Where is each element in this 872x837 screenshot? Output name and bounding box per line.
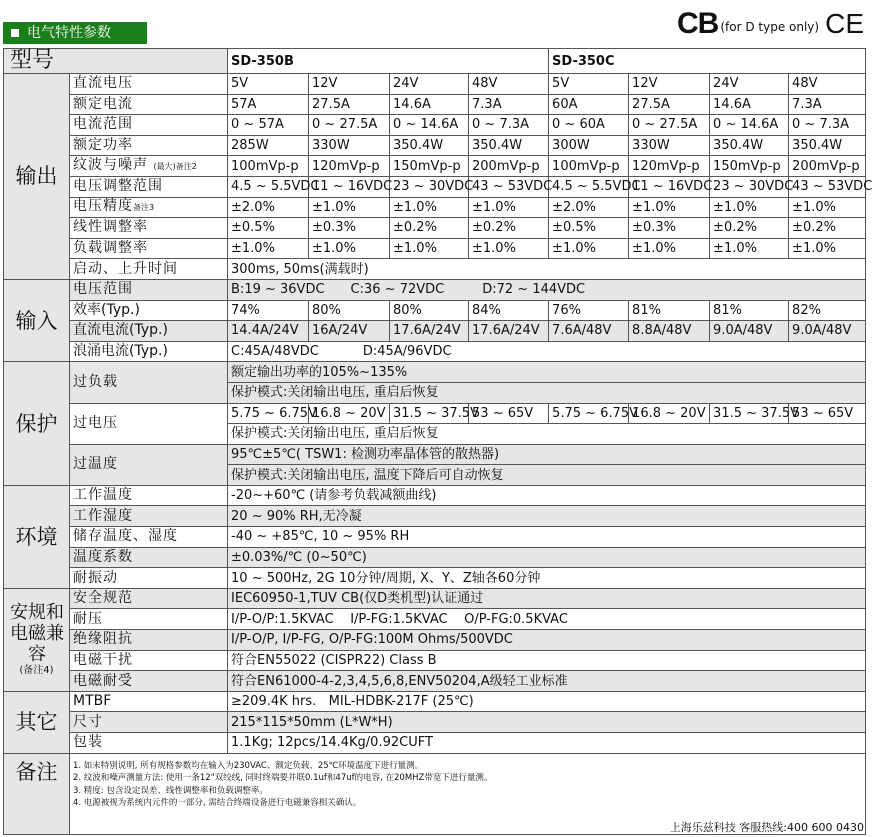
model-c: SD-350C: [549, 49, 866, 74]
cell: ±0.2%: [789, 218, 866, 239]
cell: ±1.0%: [789, 197, 866, 218]
cell-d: D:45A/96VDC: [362, 344, 452, 360]
spec-table: [3, 48, 872, 835]
cell: 16.8 ~ 20V: [309, 403, 390, 424]
row-label: 电磁耐受: [70, 671, 228, 692]
cell: 48V: [789, 74, 866, 95]
table-row: [4, 485, 866, 506]
table-row: [4, 135, 866, 156]
cb-mark: CB: [677, 7, 719, 40]
table-row: [4, 444, 866, 465]
cell: 8.8A/48V: [629, 321, 710, 342]
cell: 57A: [228, 94, 309, 115]
table-row: [4, 259, 866, 280]
cell: 23 ~ 30VDC: [710, 176, 789, 197]
cell: 350.4W: [789, 135, 866, 156]
table-row: [4, 733, 866, 754]
cell: ±1.0%: [469, 197, 549, 218]
row-label: 工作湿度: [70, 506, 228, 527]
ce-mark: CE: [825, 8, 864, 39]
cell: 17.6A/24V: [469, 321, 549, 342]
cell: 11 ~ 16VDC: [629, 176, 710, 197]
table-row: [4, 94, 866, 115]
cell: 350.4W: [710, 135, 789, 156]
note-4: 4. 电源被视为系统内元件的一部分, 需结合终端设备进行电磁兼容相关确认。: [73, 798, 362, 809]
cell: ±2.0%: [549, 197, 629, 218]
table-row: [4, 218, 866, 239]
table-row: [4, 588, 866, 609]
cb-note: (for D type only): [720, 20, 820, 34]
section-safety-title: 安规和电磁兼容: [10, 602, 64, 666]
cell: IEC60950-1,TUV CB(仅D类机型)认证通过: [228, 588, 866, 609]
row-label: [70, 197, 228, 218]
table-row: [4, 671, 866, 692]
cell: 额定输出功率的105%~135%: [228, 362, 866, 383]
cell: 23 ~ 30VDC: [390, 176, 469, 197]
cell: ±1.0%: [710, 238, 789, 259]
row-label: 额定电流: [70, 94, 228, 115]
cell: 0 ~ 60A: [549, 115, 629, 136]
model-label: 型号: [4, 49, 228, 74]
section-header: [3, 22, 147, 44]
cell: 48V: [469, 74, 549, 95]
row-label: 过负载: [70, 362, 228, 403]
cell: 0 ~ 27.5A: [629, 115, 710, 136]
section-environment: 环境: [4, 485, 70, 588]
cell: 4.5 ~ 5.5VDC: [228, 176, 309, 197]
table-row: [4, 115, 866, 136]
cell: ±2.0%: [228, 197, 309, 218]
row-label-text: 电压精度: [73, 198, 133, 215]
cell: ±1.0%: [228, 238, 309, 259]
cell: ±0.03%/℃ (0~50℃): [228, 547, 866, 568]
row-label: 线性调整率: [70, 218, 228, 239]
row-label: 浪涌电流(Typ.): [70, 341, 228, 362]
cell: ±0.3%: [629, 218, 710, 239]
cell: ±0.2%: [390, 218, 469, 239]
cell: 14.6A: [710, 94, 789, 115]
cell: 300W: [549, 135, 629, 156]
cell: I/P-O/P, I/P-FG, O/P-FG:100M Ohms/500VDC: [228, 630, 866, 651]
cell: 95℃±5℃( TSW1: 检测功率晶体管的散热器): [228, 444, 866, 465]
row-label: 绝缘阻抗: [70, 630, 228, 651]
table-row: [4, 609, 866, 630]
cell: 保护模式:关闭输出电压, 重启后恢复: [228, 424, 866, 445]
cell: 215*115*50mm (L*W*H): [228, 712, 866, 733]
cell: 符合EN61000-4-2,3,4,5,6,8,ENV50204,A级轻工业标准: [228, 671, 866, 692]
cell: 0 ~ 14.6A: [390, 115, 469, 136]
cell-b: B:19 ~ 36VDC: [231, 282, 325, 298]
table-row: [4, 547, 866, 568]
cell: 0 ~ 7.3A: [469, 115, 549, 136]
cell: 120mVp-p: [629, 156, 710, 177]
row-label: 安全规范: [70, 588, 228, 609]
cell: ±1.0%: [710, 197, 789, 218]
table-row: [4, 630, 866, 651]
row-label: 负载调整率: [70, 238, 228, 259]
note-2: 2. 纹波和噪声测量方法: 使用一条12"双绞线, 同时终端要并联0.1uf和47uf的电容, 在20MHZ带宽下进行量测。: [73, 773, 493, 784]
table-row: [4, 712, 866, 733]
cell: 53 ~ 65V: [469, 403, 549, 424]
cell: 82%: [789, 300, 866, 321]
model-row: [4, 49, 866, 74]
cell: 14.6A: [390, 94, 469, 115]
cell: ≥209.4K hrs. MIL-HDBK-217F (25℃): [228, 691, 866, 712]
cell: 5.75 ~ 6.75V: [228, 403, 309, 424]
row-label: 工作温度: [70, 485, 228, 506]
cell: ±1.0%: [309, 238, 390, 259]
cell: ±1.0%: [390, 238, 469, 259]
row-label: 包装: [70, 733, 228, 754]
row-label: 启动、上升时间: [70, 259, 228, 280]
cell: 285W: [228, 135, 309, 156]
cell: [228, 341, 866, 362]
cell: 200mVp-p: [789, 156, 866, 177]
cell: 7.6A/48V: [549, 321, 629, 342]
model-a: SD-350B: [228, 49, 549, 74]
row-label: 过温度: [70, 444, 228, 485]
cell: 11 ~ 16VDC: [309, 176, 390, 197]
row-label: 耐压: [70, 609, 228, 630]
table-row: [4, 362, 866, 383]
cell: 14.4A/24V: [228, 321, 309, 342]
cell: 符合EN55022 (CISPR22) Class B: [228, 650, 866, 671]
cell: ±1.0%: [309, 197, 390, 218]
section-protection: 保护: [4, 362, 70, 486]
row-label: 电压范围: [70, 279, 228, 300]
cell: 200mVp-p: [469, 156, 549, 177]
cell: 80%: [309, 300, 390, 321]
cell: ±0.2%: [469, 218, 549, 239]
cell: 7.3A: [789, 94, 866, 115]
cell: ±1.0%: [629, 238, 710, 259]
row-label: 电流范围: [70, 115, 228, 136]
cell: 76%: [549, 300, 629, 321]
cell: ±0.5%: [549, 218, 629, 239]
cell: 0 ~ 7.3A: [789, 115, 866, 136]
cell: 31.5 ~ 37.5V: [390, 403, 469, 424]
cell: 27.5A: [309, 94, 390, 115]
table-row: [4, 238, 866, 259]
section-input: 输入: [4, 279, 70, 361]
cell: 150mVp-p: [710, 156, 789, 177]
cell: 80%: [390, 300, 469, 321]
table-row: [4, 691, 866, 712]
table-row: [4, 527, 866, 548]
note-1: 1. 如未特别说明, 所有规格参数均在输入为230VAC、额定负载、25℃环境温度下进行量测。: [73, 760, 424, 771]
cell: 4.5 ~ 5.5VDC: [549, 176, 629, 197]
row-label: 温度系数: [70, 547, 228, 568]
cell: ±0.5%: [228, 218, 309, 239]
row-label-text: 纹波与噪声: [73, 157, 148, 174]
table-row: [4, 341, 866, 362]
cell-c: C:36 ~ 72VDC: [350, 282, 445, 298]
cell-d: D:72 ~ 144VDC: [482, 282, 586, 298]
table-row: [4, 321, 866, 342]
cell: 5V: [228, 74, 309, 95]
table-row: [4, 197, 866, 218]
cell: 150mVp-p: [390, 156, 469, 177]
section-others: 其它: [4, 691, 70, 753]
cell: ±1.0%: [469, 238, 549, 259]
cell: 330W: [629, 135, 710, 156]
cell: [228, 279, 866, 300]
cell: 17.6A/24V: [390, 321, 469, 342]
cell: 27.5A: [629, 94, 710, 115]
cell: 100mVp-p: [228, 156, 309, 177]
cell: 330W: [309, 135, 390, 156]
table-row: [4, 403, 866, 424]
cell: 81%: [710, 300, 789, 321]
table-row: [4, 650, 866, 671]
cell: 74%: [228, 300, 309, 321]
table-row: [4, 279, 866, 300]
table-row: [4, 74, 866, 95]
cell: 0 ~ 14.6A: [710, 115, 789, 136]
table-row: [4, 156, 866, 177]
cell: ±1.0%: [629, 197, 710, 218]
table-row: [4, 568, 866, 589]
cell: 1.1Kg; 12pcs/14.4Kg/0.92CUFT: [228, 733, 866, 754]
row-label-note: 备注3: [133, 203, 155, 213]
table-row: [4, 300, 866, 321]
cell: 9.0A/48V: [710, 321, 789, 342]
cell: 7.3A: [469, 94, 549, 115]
row-label-note: (最大)备注2: [153, 162, 197, 172]
cell: 43 ~ 53VDC: [789, 176, 866, 197]
cell: 9.0A/48V: [789, 321, 866, 342]
section-header-title: 电气特性参数: [27, 25, 111, 41]
row-label: MTBF: [70, 691, 228, 712]
row-label: 直流电流(Typ.): [70, 321, 228, 342]
table-row: [4, 506, 866, 527]
section-safety-note: (备注4): [19, 665, 54, 677]
cell: 0 ~ 57A: [228, 115, 309, 136]
row-label: 电磁干扰: [70, 650, 228, 671]
cell: 81%: [629, 300, 710, 321]
cell: 5.75 ~ 6.75V: [549, 403, 629, 424]
table-row: [4, 176, 866, 197]
section-safety: [4, 588, 70, 691]
cell: -20~+60℃ (请参考负载减额曲线): [228, 485, 866, 506]
certification-marks: [677, 6, 864, 42]
row-label: 电压调整范围: [70, 176, 228, 197]
cell: 10 ~ 500Hz, 2G 10分钟/周期, X、Y、Z轴各60分钟: [228, 568, 866, 589]
cell: 保护模式:关闭输出电压, 重启后恢复: [228, 382, 866, 403]
cell: 5V: [549, 74, 629, 95]
note-3: 3. 精度: 包含设定误差、线性调整率和负载调整率。: [73, 785, 268, 796]
cell-c: C:45A/48VDC: [231, 344, 319, 360]
cell: 20 ~ 90% RH,无冷凝: [228, 506, 866, 527]
cell: 保护模式:关闭输出电压, 温度下降后可自动恢复: [228, 465, 866, 486]
cell: ±1.0%: [549, 238, 629, 259]
cell: 0 ~ 27.5A: [309, 115, 390, 136]
cell: 53 ~ 65V: [789, 403, 866, 424]
cell: ±1.0%: [390, 197, 469, 218]
cell: ±1.0%: [789, 238, 866, 259]
cell: 43 ~ 53VDC: [469, 176, 549, 197]
cell: 300ms, 50ms(满载时): [228, 259, 866, 280]
cell: 12V: [309, 74, 390, 95]
row-label: 效率(Typ.): [70, 300, 228, 321]
cell: 16.8 ~ 20V: [629, 403, 710, 424]
cell: 12V: [629, 74, 710, 95]
footer-hotline: 上海乐兹科技 客服热线:400 600 0430: [669, 821, 864, 834]
cell: 350.4W: [469, 135, 549, 156]
cell: 100mVp-p: [549, 156, 629, 177]
cell: 24V: [710, 74, 789, 95]
row-label: 额定功率: [70, 135, 228, 156]
cell: ±0.2%: [710, 218, 789, 239]
row-label: 储存温度、湿度: [70, 527, 228, 548]
cell: 60A: [549, 94, 629, 115]
cell: 84%: [469, 300, 549, 321]
square-icon: [11, 29, 19, 37]
row-label: 过电压: [70, 403, 228, 444]
cell: 31.5 ~ 37.5V: [710, 403, 789, 424]
section-output: 输出: [4, 74, 70, 280]
row-label: 尺寸: [70, 712, 228, 733]
row-label: 直流电压: [70, 74, 228, 95]
cell: 120mVp-p: [309, 156, 390, 177]
cell: ±0.3%: [309, 218, 390, 239]
cell: 350.4W: [390, 135, 469, 156]
row-label: [70, 156, 228, 177]
cell: 24V: [390, 74, 469, 95]
cell: -40 ~ +85℃, 10 ~ 95% RH: [228, 527, 866, 548]
cell: 16A/24V: [309, 321, 390, 342]
section-notes: 备注: [4, 753, 70, 834]
cell: I/P-O/P:1.5KVAC I/P-FG:1.5KVAC O/P-FG:0.5KVAC: [228, 609, 866, 630]
row-label: 耐振动: [70, 568, 228, 589]
